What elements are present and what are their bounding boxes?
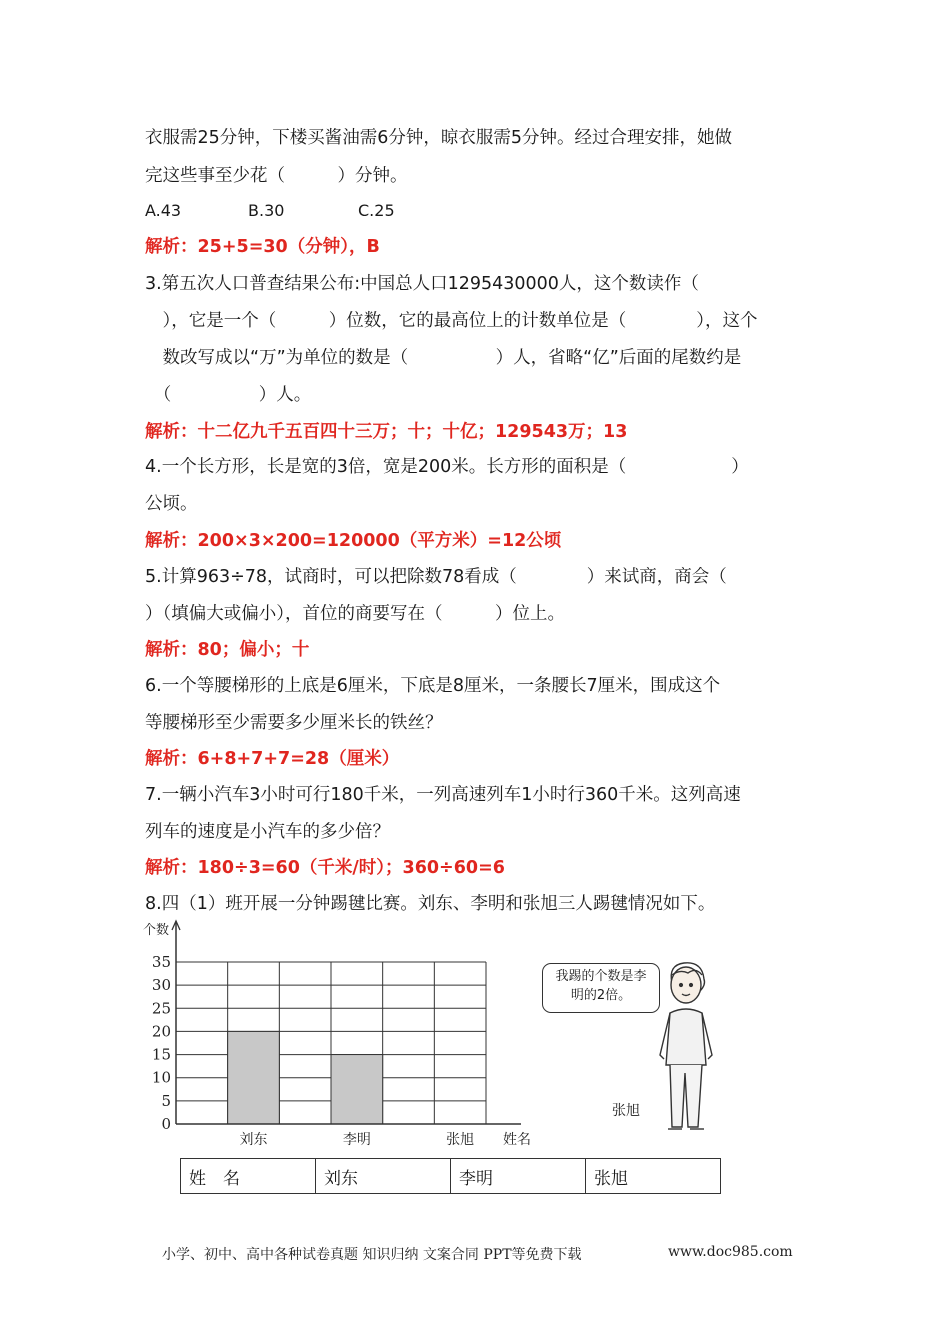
q6-line2: 等腰梯形至少需要多少厘米长的铁丝？	[145, 713, 443, 733]
bar-刘东	[228, 1031, 280, 1124]
speech-line-1: 我踢的个数是李	[555, 969, 647, 984]
q6-answer: 解析：6+8+7+7=28（厘米）	[145, 749, 400, 769]
q2-option-a: A.43	[145, 201, 182, 220]
q2-line2: 完这些事至少花（ ）分钟。	[145, 166, 408, 186]
table-cell: 刘东	[316, 1159, 451, 1194]
table-cell: 张旭	[586, 1159, 721, 1194]
y-tick-label: 0	[161, 1115, 171, 1133]
boy-illustration	[650, 955, 722, 1135]
q3-line2: ），它是一个（ ）位数，它的最高位上的计数单位是（ ），这个	[145, 311, 758, 331]
results-table	[180, 1158, 721, 1194]
q7-line1: 7.一辆小汽车3小时可行180千米，一列高速列车1小时行360千米。这列高速	[145, 785, 741, 805]
y-tick-label: 35	[151, 953, 171, 971]
q6-line1: 6.一个等腰梯形的上底是6厘米，下底是8厘米，一条腰长7厘米，围成这个	[145, 676, 721, 696]
y-tick-label: 15	[151, 1045, 171, 1064]
x-tick-label: 刘东	[239, 1132, 268, 1148]
q5-answer: 解析：80；偏小；十	[145, 640, 310, 660]
q2-answer: 解析：25+5=30（分钟），B	[145, 237, 380, 257]
q2-line1: 衣服需25分钟，下楼买酱油需6分钟，晾衣服需5分钟。经过合理安排，她做	[145, 128, 733, 148]
q3-line1: 3.第五次人口普查结果公布:中国总人口1295430000人，这个数读作（	[145, 274, 699, 294]
q2-option-c: C.25	[358, 201, 395, 220]
q3-answer: 解析：十二亿九千五百四十三万；十；十亿；129543万；13	[145, 422, 628, 442]
q4-line1: 4.一个长方形，长是宽的3倍，宽是200米。长方形的面积是（ ）	[145, 457, 749, 477]
table-header-cell: 姓 名	[181, 1159, 316, 1194]
y-tick-label: 20	[151, 1022, 171, 1041]
q8-line1: 8.四（1）班开展一分钟踢毽比赛。刘东、李明和张旭三人踢毽情况如下。	[145, 894, 716, 914]
table-cell: 李明	[451, 1159, 586, 1194]
q3-line3: 数改写成以“万”为单位的数是（ ）人，省略“亿”后面的尾数约是	[145, 348, 742, 368]
footer-text: 小学、初中、高中各种试卷真题 知识归纳 文案合同 PPT等免费下载	[162, 1247, 582, 1263]
table-row	[181, 1159, 721, 1194]
x-axis-label: 姓名	[503, 1132, 531, 1148]
x-tick-label: 李明	[342, 1132, 371, 1148]
q5-line1: 5.计算963÷78，试商时，可以把除数78看成（ ）来试商，商会（	[145, 567, 727, 587]
person-name: 张旭	[612, 1103, 640, 1119]
y-tick-label: 30	[151, 976, 171, 995]
q7-answer: 解析：180÷3=60（千米/时）；360÷60=6	[145, 858, 505, 878]
bar-李明	[331, 1055, 383, 1124]
q7-line2: 列车的速度是小汽车的多少倍？	[145, 822, 390, 842]
y-axis-label: 个数	[143, 923, 170, 938]
q3-line4: （ ）人。	[145, 385, 312, 405]
x-tick-label: 张旭	[446, 1132, 475, 1148]
q4-line2: 公顷。	[145, 494, 198, 514]
speech-line-2: 明的2倍。	[570, 988, 632, 1003]
footer-url[interactable]: www.doc985.com	[668, 1244, 793, 1260]
y-tick-label: 25	[151, 999, 171, 1018]
speech-bubble	[542, 963, 660, 1013]
q4-answer: 解析：200×3×200=120000（平方米）=12公顷	[145, 531, 562, 551]
q5-line2: ）（填偏大或偏小），首位的商要写在（ ）位上。	[145, 604, 565, 624]
q2-option-b: B.30	[248, 201, 285, 220]
y-tick-label: 5	[161, 1091, 171, 1110]
bar-chart	[138, 918, 538, 1150]
y-tick-label: 10	[151, 1068, 171, 1087]
